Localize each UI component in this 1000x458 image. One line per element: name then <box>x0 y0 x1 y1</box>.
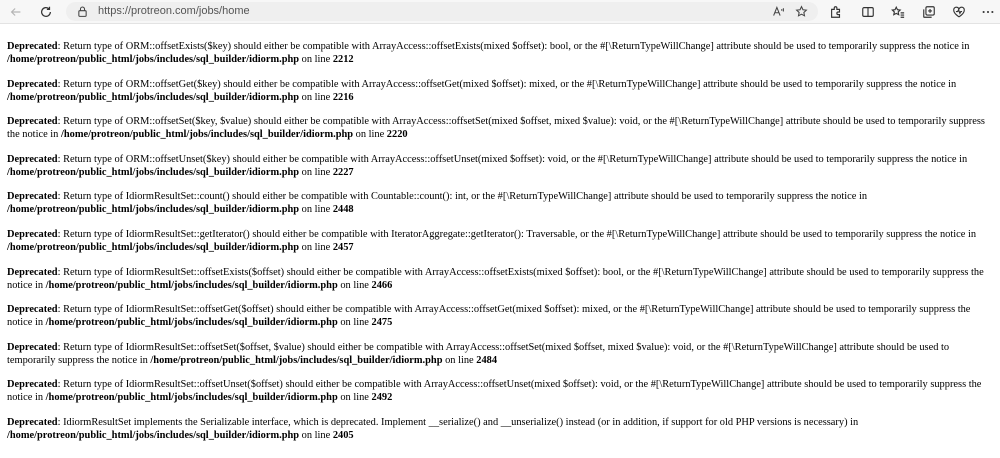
extensions-icon[interactable] <box>826 2 846 22</box>
url-text[interactable]: https://protreon.com/jobs/home <box>98 5 250 17</box>
notice-file-path: /home/protreon/public_html/jobs/includes/sql_builder/idiorm.php <box>60 129 354 141</box>
notice-line-number: 2475 <box>371 317 393 329</box>
notice-on-line: on line <box>299 166 333 178</box>
notice-label: Deprecated <box>7 379 58 391</box>
notice-line-number: 2212 <box>332 54 354 65</box>
notice-line-number: 2227 <box>332 166 354 178</box>
deprecation-notice <box>7 341 993 367</box>
notice-file-path: /home/protreon/public_html/jobs/includes/sql_builder/idiorm.php <box>45 392 338 404</box>
notice-message: : Return type of IdiormResultSet::offsetSet($offset, $value) should either be compatible with ArrayAccess::offsetSet(mixed $offset, mixed $value): void, or the #[\ReturnTypeWillChange] attribute should be used to temporarily suppress the notice in <box>7 341 950 366</box>
refresh-icon[interactable] <box>36 2 56 22</box>
health-icon[interactable] <box>949 2 969 22</box>
deprecation-notice <box>7 266 993 292</box>
deprecation-notice <box>7 416 993 442</box>
notice-label: Deprecated <box>7 341 58 353</box>
favorites-icon[interactable] <box>888 2 908 22</box>
notice-on-line: on line <box>299 91 333 103</box>
deprecation-notice <box>7 40 993 66</box>
notice-file-path: /home/protreon/public_html/jobs/includes/sql_builder/idiorm.php <box>7 166 300 178</box>
notice-label: Deprecated <box>7 304 58 316</box>
notice-file-path: /home/protreon/public_html/jobs/includes/sql_builder/idiorm.php <box>45 279 338 291</box>
notice-on-line: on line <box>299 54 333 65</box>
favorite-icon[interactable] <box>794 4 809 19</box>
notice-message: : Return type of ORM::offsetGet($key) should either be compatible with ArrayAccess::offsetGet(mixed $offset): mixed, or the #[\ReturnTypeWillChange] attribute should be used to temporarily suppress the notice in <box>57 78 957 90</box>
notice-label: Deprecated <box>7 416 58 428</box>
deprecation-notice <box>7 78 993 104</box>
deprecation-notice <box>7 303 993 329</box>
notice-on-line: on line <box>353 129 387 141</box>
notice-file-path: /home/protreon/public_html/jobs/includes/sql_builder/idiorm.php <box>7 91 300 103</box>
notice-line-number: 2405 <box>332 429 354 441</box>
notice-line-number: 2220 <box>386 129 408 141</box>
notice-file-path: /home/protreon/public_html/jobs/includes/sql_builder/idiorm.php <box>45 317 338 329</box>
notice-message: : Return type of IdiormResultSet::count() should either be compatible with Countable::count(): int, or the #[\ReturnTypeWillChange] attribute should be used to temporarily suppress the notice in <box>57 191 868 203</box>
notice-file-path: /home/protreon/public_html/jobs/includes/sql_builder/idiorm.php <box>7 54 300 65</box>
notice-line-number: 2492 <box>371 392 393 404</box>
notice-message: : Return type of ORM::offsetSet($key, $value) should either be compatible with ArrayAccess::offsetSet(mixed $offset, mixed $value): void, or the #[\ReturnTypeWillChange] attribute should be used to temporarily suppress the notice in <box>7 116 985 141</box>
notice-line-number: 2216 <box>332 91 354 103</box>
deprecation-notice <box>7 378 993 404</box>
notice-on-line: on line <box>337 317 372 329</box>
notice-label: Deprecated <box>7 153 58 165</box>
notice-file-path: /home/protreon/public_html/jobs/includes/sql_builder/idiorm.php <box>150 354 443 366</box>
notice-label: Deprecated <box>7 191 58 203</box>
browser-toolbar <box>0 0 1000 24</box>
notice-file-path: /home/protreon/public_html/jobs/includes/sql_builder/idiorm.php <box>7 429 300 441</box>
more-icon[interactable] <box>978 2 998 22</box>
notice-label: Deprecated <box>7 116 58 128</box>
deprecation-notice <box>7 115 993 141</box>
notice-label: Deprecated <box>7 266 58 278</box>
notice-message: : Return type of IdiormResultSet::offsetExists($offset) should either be compatible with ArrayAccess::offsetExists(mixed $offset): bool, or the #[\ReturnTypeWillChange] attribute should be used to temporarily suppress the notice in <box>7 266 984 291</box>
notice-line-number: 2484 <box>476 354 498 366</box>
notice-on-line: on line <box>299 204 333 216</box>
notice-message: : Return type of IdiormResultSet::getIterator() should either be compatible with IteratorAggregate::getIterator(): Traversable, or the #[\ReturnTypeWillChange] attribute should be used to temporarily suppress the notice in <box>57 228 977 240</box>
deprecation-notice <box>7 228 993 254</box>
split-screen-icon[interactable] <box>858 2 878 22</box>
notice-on-line: on line <box>337 279 372 291</box>
notice-message: : Return type of IdiormResultSet::offsetGet($offset) should either be compatible with ArrayAccess::offsetGet(mixed $offset): mixed, or the #[\ReturnTypeWillChange] attribute should be used to temporarily suppress the notice in <box>7 304 971 329</box>
notice-file-path: /home/protreon/public_html/jobs/includes/sql_builder/idiorm.php <box>7 204 300 216</box>
notice-line-number: 2457 <box>332 241 354 253</box>
notice-on-line: on line <box>299 241 333 253</box>
notice-label: Deprecated <box>7 78 58 90</box>
notice-line-number: 2466 <box>371 279 393 291</box>
notice-message: : Return type of ORM::offsetUnset($key) should either be compatible with ArrayAccess::offsetUnset(mixed $offset): void, or the #[\ReturnTypeWillChange] attribute should be used to temporarily suppress the notice in <box>57 153 968 165</box>
notice-file-path: /home/protreon/public_html/jobs/includes/sql_builder/idiorm.php <box>7 241 300 253</box>
back-icon[interactable] <box>6 2 26 22</box>
notice-on-line: on line <box>299 429 333 441</box>
collections-icon[interactable] <box>919 2 939 22</box>
notice-on-line: on line <box>442 354 477 366</box>
notice-label: Deprecated <box>7 228 58 240</box>
notice-on-line: on line <box>337 392 372 404</box>
read-aloud-icon[interactable] <box>771 4 786 19</box>
notice-message: : IdiormResultSet implements the Serializable interface, which is deprecated. Implement __serialize() and __unserialize() instead (or in addition, if support for old PHP versions is necessary) in <box>57 416 859 428</box>
notice-message: : Return type of IdiormResultSet::offsetUnset($offset) should either be compatible with ArrayAccess::offsetUnset(mixed $offset): void, or the #[\ReturnTypeWillChange] attribute should be used to temporarily suppress the notice in <box>7 379 982 404</box>
deprecation-notice <box>7 190 993 216</box>
address-bar[interactable] <box>66 2 818 21</box>
deprecation-notice <box>7 153 993 179</box>
page-content <box>7 40 993 454</box>
notice-message: : Return type of ORM::offsetExists($key) should either be compatible with ArrayAccess::offsetExists(mixed $offset): bool, or the #[\ReturnTypeWillChange] attribute should be used to temporarily suppress the notice in <box>57 41 970 52</box>
lock-icon[interactable] <box>76 5 89 18</box>
notice-line-number: 2448 <box>332 204 354 216</box>
notice-label: Deprecated <box>7 41 58 52</box>
